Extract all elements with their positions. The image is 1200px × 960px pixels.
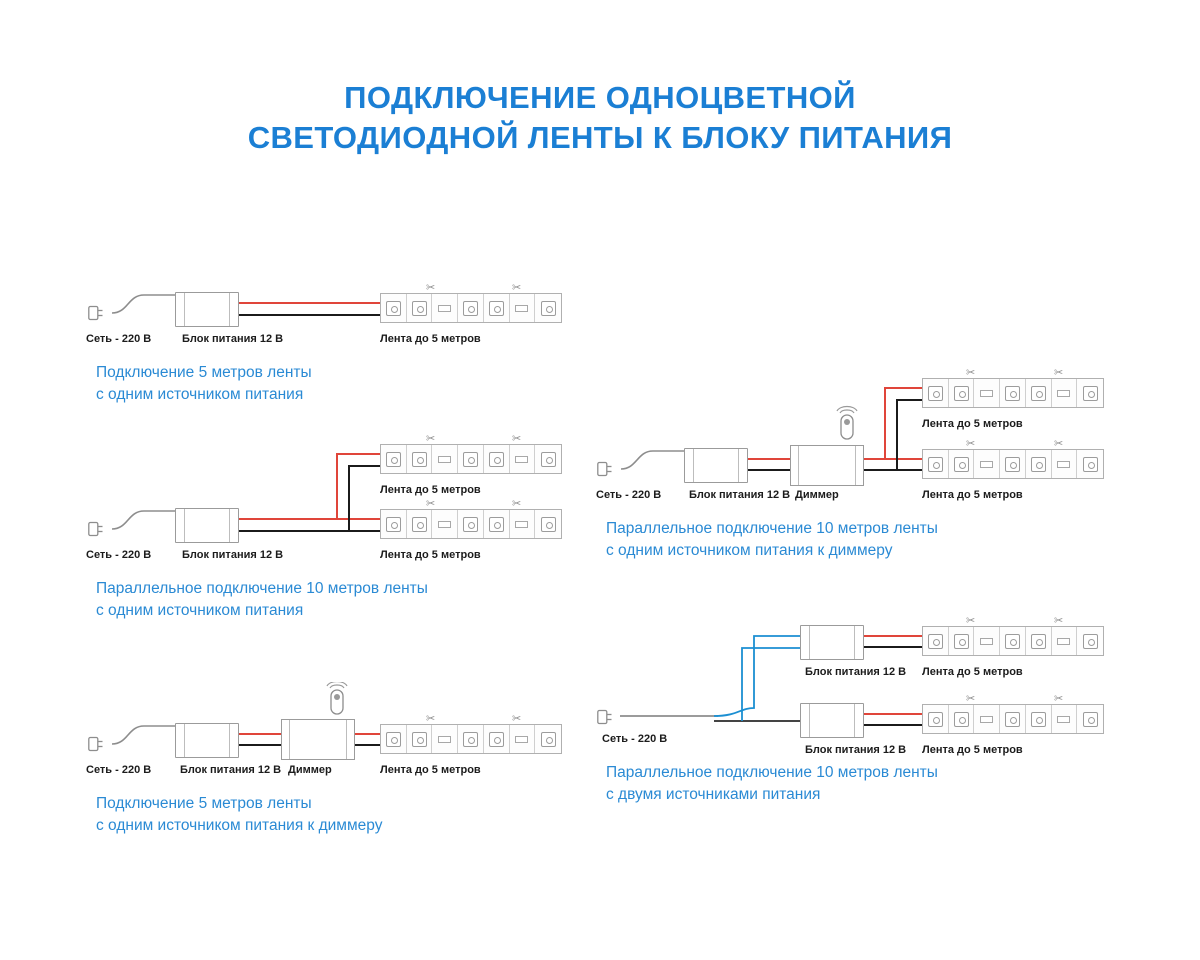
cut-mark-icon: ✂ [1054, 693, 1064, 705]
power-supply-unit-top [800, 625, 864, 660]
label-strip-top: Лента до 5 метров [922, 666, 1023, 678]
wire-positive-bottom [864, 713, 926, 715]
led-icon [1005, 634, 1020, 649]
strip-segment [1000, 627, 1026, 655]
strip-segment [1000, 705, 1026, 733]
cut-mark-icon: ✂ [1054, 438, 1064, 450]
label-psu: Блок питания 12 В [689, 489, 791, 501]
psu-left-cap [801, 626, 810, 659]
led-icon [928, 634, 943, 649]
label-strip-bottom: Лента до 5 метров [922, 489, 1023, 501]
caption-line-1: Подключение 5 метров ленты [96, 795, 312, 812]
label-strip: Лента до 5 метров [380, 764, 481, 776]
label-strip-bottom: Лента до 5 метров [380, 549, 481, 561]
led-icon [1031, 634, 1046, 649]
cut-mark-icon: ✂ [512, 282, 522, 294]
wire-negative-bottom [864, 724, 926, 726]
led-icon [928, 712, 943, 727]
caption-line-2: с одним источником питания [96, 602, 304, 619]
label-strip-top: Лента до 5 метров [380, 484, 481, 496]
power-supply-unit-bottom [800, 703, 864, 738]
strip-segment [1026, 627, 1052, 655]
led-icon [1083, 634, 1098, 649]
label-dimmer: Диммер [795, 489, 839, 501]
cut-mark-icon: ✂ [1054, 367, 1064, 379]
cut-mark-icon: ✂ [512, 713, 522, 725]
strip-segment [974, 705, 1000, 733]
mains-split-cord [618, 622, 803, 732]
label-psu-top: Блок питания 12 В [805, 666, 907, 678]
label-strip: Лента до 5 метров [380, 333, 481, 345]
strip-segment [923, 627, 949, 655]
label-strip-top: Лента до 5 метров [922, 418, 1023, 430]
led-strip-bottom [922, 704, 1104, 734]
led-icon [954, 634, 969, 649]
psu-right-cap [854, 704, 863, 737]
caption-diagram-5 [606, 762, 938, 806]
strip-segment [1077, 627, 1103, 655]
caption-line-1: Параллельное подключение 10 метров ленты [606, 520, 938, 537]
led-icon [1083, 712, 1098, 727]
cut-mark-icon: ✂ [426, 282, 436, 294]
label-mains: Сеть - 220 В [596, 489, 662, 501]
label-psu: Блок питания 12 В [182, 549, 284, 561]
caption-line-2: с одним источником питания к диммеру [96, 817, 383, 834]
led-icon [1005, 712, 1020, 727]
label-mains: Сеть - 220 В [86, 333, 152, 345]
caption-line-2: с одним источником питания к диммеру [606, 542, 893, 559]
caption-line-1: Параллельное подключение 10 метров ленты [96, 580, 428, 597]
strip-segment [1026, 705, 1052, 733]
caption-line-1: Параллельное подключение 10 метров ленты [606, 764, 938, 781]
label-psu-bottom: Блок питания 12 В [805, 744, 907, 756]
label-psu: Блок питания 12 В [182, 333, 284, 345]
caption-line-1: Подключение 5 метров ленты [96, 364, 312, 381]
cut-mark-icon: ✂ [512, 433, 522, 445]
strip-segment [974, 627, 1000, 655]
caption-line-2: с одним источником питания [96, 386, 304, 403]
led-icon [954, 712, 969, 727]
psu-left-cap [801, 704, 810, 737]
cut-mark-icon: ✂ [966, 693, 976, 705]
strip-segment [1077, 705, 1103, 733]
label-psu: Блок питания 12 В [180, 764, 282, 776]
caption-line-2: с двумя источниками питания [606, 786, 821, 803]
label-mains: Сеть - 220 В [602, 733, 668, 745]
cut-mark-icon: ✂ [512, 498, 522, 510]
page-title-line-1: ПОДКЛЮЧЕНИЕ ОДНОЦВЕТНОЙ [344, 80, 856, 115]
resistor-icon [980, 638, 993, 645]
label-dimmer: Диммер [288, 764, 332, 776]
cut-mark-icon: ✂ [966, 615, 976, 627]
wire-negative-top [864, 646, 926, 648]
page-title-line-2: СВЕТОДИОДНОЙ ЛЕНТЫ К БЛОКУ ПИТАНИЯ [247, 120, 953, 155]
resistor-icon [1057, 638, 1070, 645]
resistor-icon [1057, 716, 1070, 723]
wire-positive-top [864, 635, 926, 637]
cut-mark-icon: ✂ [426, 713, 436, 725]
strip-segment [1052, 705, 1078, 733]
label-mains: Сеть - 220 В [86, 549, 152, 561]
led-icon [1031, 712, 1046, 727]
strip-segment [923, 705, 949, 733]
label-strip-bottom: Лента до 5 метров [922, 744, 1023, 756]
strip-segment [949, 705, 975, 733]
resistor-icon [980, 716, 993, 723]
cut-mark-icon: ✂ [1054, 615, 1064, 627]
led-strip-top [922, 626, 1104, 656]
strip-segment [949, 627, 975, 655]
cut-mark-icon: ✂ [426, 433, 436, 445]
cut-mark-icon: ✂ [426, 498, 436, 510]
cut-mark-icon: ✂ [966, 367, 976, 379]
psu-right-cap [854, 626, 863, 659]
cut-mark-icon: ✂ [966, 438, 976, 450]
label-mains: Сеть - 220 В [86, 764, 152, 776]
strip-segment [1052, 627, 1078, 655]
